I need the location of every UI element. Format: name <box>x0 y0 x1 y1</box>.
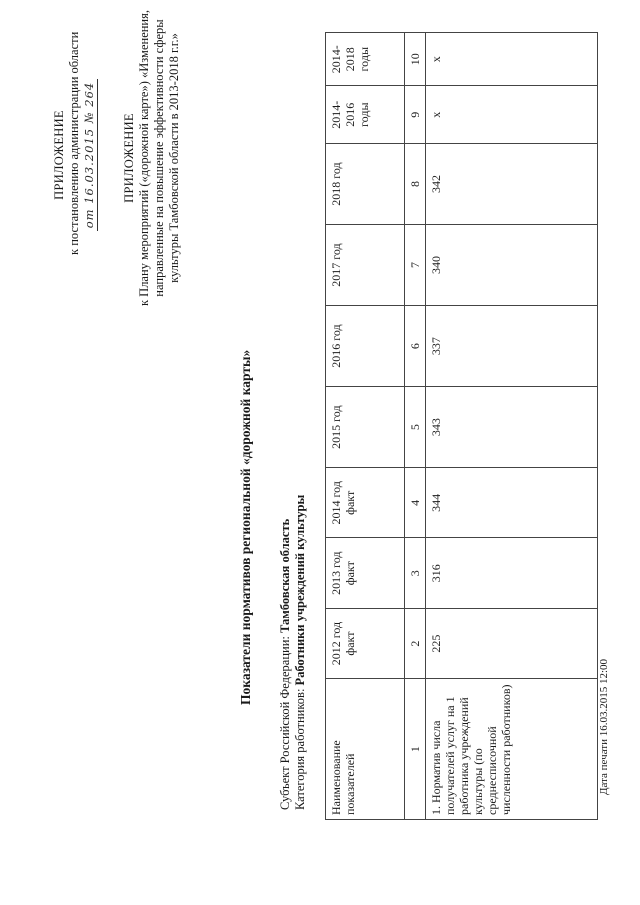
value-cell: 344 <box>426 468 598 538</box>
document-title: Показатели нормативов региональной «дорожной карты» <box>238 349 253 705</box>
header-cell: 2012 год факт <box>326 608 405 678</box>
header-cell: 2015 год <box>326 387 405 468</box>
subject-value: Тамбовская область <box>278 518 292 633</box>
value-cell: 342 <box>426 144 598 225</box>
table-header-row <box>326 33 405 820</box>
value-cell: 340 <box>426 225 598 306</box>
column-number-cell: 9 <box>405 86 426 144</box>
subject-line <box>278 495 293 810</box>
appendix-plan-heading: ПРИЛОЖЕНИЕ <box>122 113 136 203</box>
header-cell: 2013 год факт <box>326 538 405 608</box>
column-number-cell: 4 <box>405 468 426 538</box>
appendix-resolution-block <box>52 31 98 255</box>
handwritten-date-number <box>82 55 98 255</box>
indicator-name-cell: 1. Норматив числа получателей услуг на 1 работника учреждений культуры (по среднесписочной численности работников) <box>426 679 598 820</box>
header-cell: 2014 год факт <box>326 468 405 538</box>
header-cell: 2018 год <box>326 144 405 225</box>
subject-info <box>278 495 308 810</box>
value-cell: 337 <box>426 306 598 387</box>
value-cell: х <box>426 86 598 144</box>
appendix-plan-line: направленные на повышение эффективности сферы <box>152 19 166 297</box>
column-number-cell: 10 <box>405 33 426 86</box>
category-line <box>293 495 308 810</box>
column-number-cell: 2 <box>405 608 426 678</box>
column-number-cell: 5 <box>405 387 426 468</box>
column-number-cell: 7 <box>405 225 426 306</box>
value-cell: 225 <box>426 608 598 678</box>
value-cell: 343 <box>426 387 598 468</box>
column-number-cell: 8 <box>405 144 426 225</box>
value-cell: 316 <box>426 538 598 608</box>
category-value: Работники учреждений культуры <box>293 494 307 686</box>
column-number-cell: 1 <box>405 679 426 820</box>
header-cell: 2014-2018 годы <box>326 33 405 86</box>
header-cell: Наименование показателей <box>326 679 405 820</box>
appendix-plan-line: культуры Тамбовской области в 2013-2018 г.г.» <box>167 33 181 283</box>
category-label: Категория работников: <box>293 685 307 810</box>
handwritten-date-text: от 16.03.2015 № 264 <box>82 79 98 231</box>
column-number-cell: 3 <box>405 538 426 608</box>
column-number-row <box>405 33 426 820</box>
subject-label: Субъект Российской Федерации: <box>278 632 292 810</box>
table-row <box>426 33 598 820</box>
indicators-table <box>325 32 598 820</box>
appendix-plan-line: к Плану мероприятий («дорожной карте») «Изменения, <box>137 9 151 307</box>
column-number-cell: 6 <box>405 306 426 387</box>
header-cell: 2014-2016 годы <box>326 86 405 144</box>
appendix-resolution-line: к постановлению администрации области <box>67 31 81 255</box>
header-cell: 2017 год <box>326 225 405 306</box>
appendix-plan-block <box>122 8 182 308</box>
appendix-heading: ПРИЛОЖЕНИЕ <box>52 110 66 200</box>
header-cell: 2016 год <box>326 306 405 387</box>
print-date: Дата печати 16.03.2015 12:00 <box>598 658 610 795</box>
value-cell: х <box>426 33 598 86</box>
